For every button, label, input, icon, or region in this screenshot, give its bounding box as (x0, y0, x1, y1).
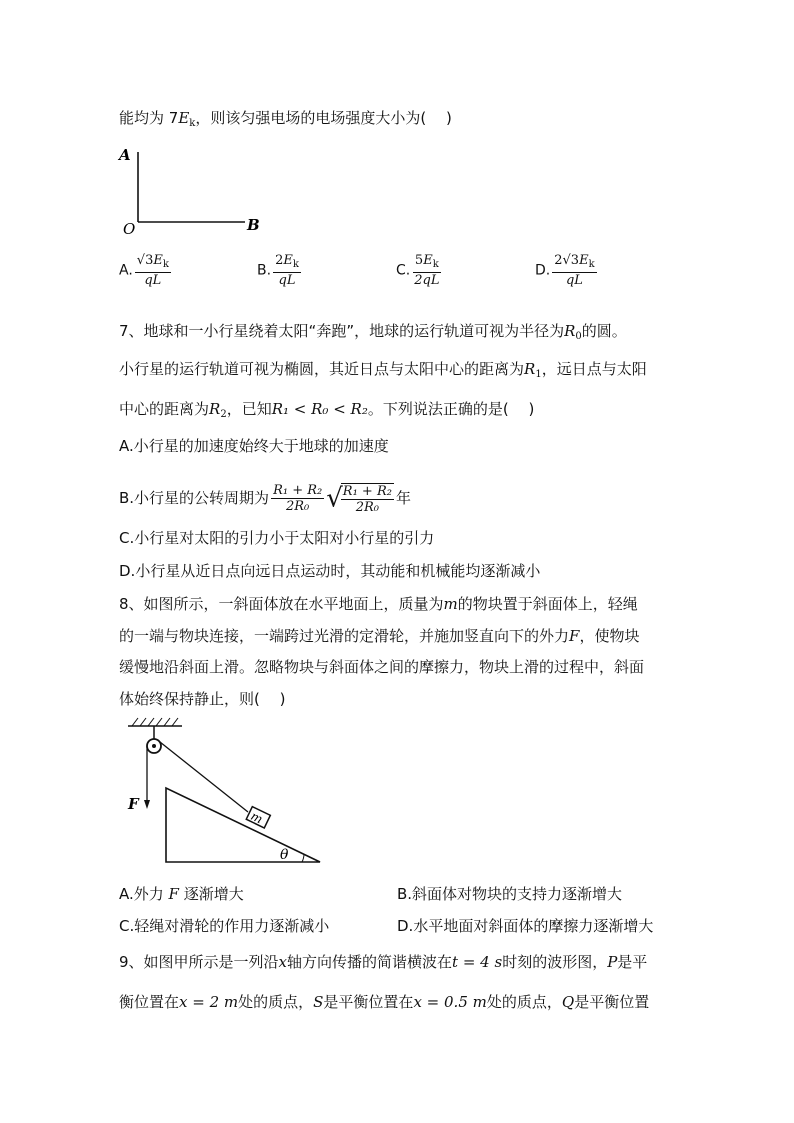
fig8-incline-diagram (120, 712, 330, 872)
q7-l3-pre: 中心的距离为 (119, 400, 210, 418)
q6-a-num-e: E (153, 253, 163, 268)
q9-l2-x1: x = 2 m (179, 993, 239, 1011)
q7-l3-sub: 2 (220, 409, 227, 420)
q9-l1-end: 是平 (617, 953, 648, 971)
q7-l3-post: 。下列说法正确的是( ) (367, 400, 535, 418)
q7-l1-var: R (564, 322, 576, 340)
q6-tail-line (119, 108, 452, 134)
q7-l2-var: R (524, 360, 536, 378)
q9-l1-p: P (607, 953, 618, 971)
q6-option-d-letter: D. (535, 262, 551, 279)
q7-l3-mid: ，已知 (226, 400, 272, 418)
q9-l1-mid: 轴方向传播的简谐横波在 (287, 953, 453, 971)
q6-c-den: 2qL (414, 273, 440, 288)
fig8-label-f: F (128, 795, 139, 813)
q7-b-num: R₁ + R₂ (273, 483, 323, 498)
force-arrow-icon (144, 800, 150, 809)
q7-l1-sub: 0 (575, 331, 582, 342)
q9-line-1 (119, 952, 647, 972)
fig6-angle-diagram (115, 140, 275, 240)
q9-l2-mid3: 处的质点， (486, 993, 562, 1011)
q8-line-2 (119, 626, 639, 646)
q7-l1-pre: 7、地球和一小行星绕着太阳“奔跑”，地球的运行轨道可视为半径为 (119, 322, 565, 340)
q6-option-b-letter: B. (257, 262, 272, 279)
q6-tail-pre: 能均为 7 (119, 109, 179, 127)
q9-l1-post: 时刻的波形图， (502, 953, 608, 971)
q7-l1-post: 的圆。 (581, 322, 627, 340)
q7-option-a: A.小行星的加速度始终大于地球的加速度 (119, 437, 389, 455)
q8-option-b: B.斜面体对物块的支持力逐渐增大 (397, 885, 623, 903)
fig6-label-a: A (119, 146, 131, 164)
q7-b-sqrt-den: 2R₀ (355, 499, 380, 515)
q9-l2-mid2: 是平衡位置在 (323, 993, 414, 1011)
q8-l2-post: ，使物块 (579, 627, 640, 645)
q8-l1-post: 的物块置于斜面体上，轻绳 (457, 595, 638, 613)
q7-l2-pre: 小行星的运行轨道可视为椭圆，其近日点与太阳中心的距离为 (119, 360, 525, 378)
q7-b-frac (271, 483, 324, 514)
q7-b-frac-sqrt (341, 483, 394, 515)
q6-a-num-pre: √3 (136, 253, 154, 268)
q6-ek: E (178, 109, 190, 127)
q7-option-b (119, 478, 411, 519)
q7-l2-sub: 1 (535, 369, 542, 380)
q6-d-num-sub: k (588, 259, 595, 270)
q7-line-3 (119, 399, 534, 425)
q7-b-den: 2R₀ (286, 499, 310, 514)
fig6-label-o: O (123, 220, 136, 238)
q8-l2-var: F (569, 627, 580, 645)
q7-line-1 (119, 321, 627, 347)
q8-l1-pre: 8、如图所示，一斜面体放在水平地面上，质量为 (119, 595, 444, 613)
fig8-label-m: m (248, 808, 265, 827)
q6-option-d-frac (552, 253, 596, 288)
q8-option-c: C.轻绳对滑轮的作用力逐渐减小 (119, 917, 330, 935)
fig8-label-theta: θ (280, 847, 289, 863)
q6-ek-sub: k (189, 118, 196, 129)
q6-d-num-e: E (579, 253, 589, 268)
q8-a-post: 逐渐增大 (178, 885, 244, 903)
q7-l2-post: ，远日点与太阳 (541, 360, 647, 378)
q7-b-pre: B.小行星的公转周期为 (119, 489, 270, 507)
q6-c-num-pre: 5 (414, 253, 424, 268)
fig6-label-b: B (247, 216, 260, 234)
q6-option-a-letter: A. (119, 262, 133, 279)
q7-line-2 (119, 359, 647, 385)
sqrt-radical-icon: √ (326, 483, 343, 514)
q6-tail-post: ，则该匀强电场的电场强度大小为( ) (195, 109, 452, 127)
q6-b-num-e: E (283, 253, 293, 268)
q6-option-c-letter: C. (396, 262, 411, 279)
q9-l2-s: S (313, 993, 324, 1011)
q9-l1-x: x (278, 953, 288, 971)
q9-l2-pre: 衡位置在 (119, 993, 180, 1011)
q6-c-num-sub: k (432, 259, 439, 270)
q8-line-3: 缓慢地沿斜面上滑。忽略物块与斜面体之间的摩擦力，物块上滑的过程中，斜面 (119, 658, 645, 676)
q6-a-num-sub: k (162, 259, 169, 270)
q9-l1-t: t = 4 s (452, 953, 503, 971)
q7-option-c: C.小行星对太阳的引力小于太阳对小行星的引力 (119, 529, 435, 547)
q9-line-2 (119, 992, 649, 1012)
q8-a-var: F (168, 885, 179, 903)
q8-l1-var: m (443, 595, 458, 613)
q6-option-a-frac (135, 253, 171, 288)
q8-option-a (119, 883, 244, 904)
q6-option-d (535, 253, 599, 288)
q8-option-d: D.水平地面对斜面体的摩擦力逐渐增大 (397, 917, 654, 935)
q6-option-c (396, 253, 443, 288)
q6-b-num-sub: k (292, 259, 299, 270)
q6-option-b-frac (273, 253, 301, 288)
q6-c-num-e: E (423, 253, 433, 268)
q8-l2-pre: 的一端与物块连接，一端跨过光滑的定滑轮，并施加竖直向下的外力 (119, 627, 570, 645)
q7-option-d: D.小行星从近日点向远日点运动时，其动能和机械能均逐渐减小 (119, 562, 541, 580)
q8-line-1 (119, 594, 638, 614)
q6-option-c-frac (412, 253, 441, 288)
q8-line-4: 体始终保持静止，则( ) (119, 690, 286, 708)
q9-l2-x2: x = 0.5 m (413, 993, 487, 1011)
q7-l3-var: R (209, 400, 221, 418)
q6-option-a (119, 253, 173, 288)
q6-d-num-pre: 2√3 (554, 253, 580, 268)
q8-a-pre: A.外力 (119, 885, 169, 903)
q9-l2-mid1: 处的质点， (238, 993, 314, 1011)
q6-a-den: qL (144, 273, 162, 288)
q7-b-sqrt-num: R₁ + R₂ (342, 483, 392, 499)
q6-b-num-pre: 2 (275, 253, 284, 268)
q6-b-den: qL (278, 273, 296, 288)
q7-b-post: 年 (395, 489, 411, 507)
q9-l1-pre: 9、如图甲所示是一列沿 (119, 953, 279, 971)
q9-l2-end: 是平衡位置 (574, 993, 650, 1011)
q6-option-b (257, 253, 303, 288)
q6-d-den: qL (565, 273, 583, 288)
q9-l2-q: Q (561, 993, 575, 1011)
q7-l3-ineq: R₁ < R₀ < R₂ (271, 400, 368, 418)
